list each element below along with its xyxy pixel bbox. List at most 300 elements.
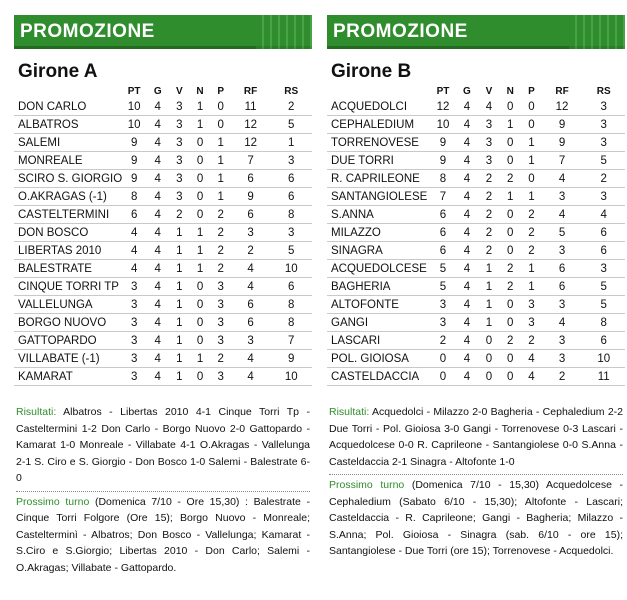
header-cell: P — [528, 86, 535, 97]
standings-row — [327, 116, 625, 134]
stat-cell-rs: 6 — [582, 242, 625, 260]
stat-cell-p: 0 — [521, 170, 541, 188]
stat-cell-v: 0 — [479, 350, 499, 368]
header-cell: N — [506, 86, 514, 97]
stat-cell-p: 1 — [211, 170, 231, 188]
stat-cell-g: 4 — [455, 296, 479, 314]
stat-cell-g: 4 — [455, 224, 479, 242]
team-name: LIBERTAS 2010 — [14, 242, 122, 260]
stat-cell-g: 4 — [146, 350, 169, 368]
stat-cell-g: 4 — [146, 98, 169, 116]
stat-cell-p: 0 — [521, 116, 541, 134]
stat-cell-v: 1 — [169, 242, 189, 260]
standings-row — [14, 116, 312, 134]
stat-cell-rf: 12 — [231, 116, 271, 134]
stat-cell-v: 3 — [479, 134, 499, 152]
header-cell: P — [217, 86, 225, 97]
stat-cell-g: 4 — [146, 296, 169, 314]
stat-cell-rs: 8 — [270, 314, 312, 332]
header-cell: G — [153, 86, 162, 97]
stat-cell-p: 2 — [521, 242, 541, 260]
results-label: Risultati: — [329, 406, 370, 418]
stat-cell-p: 2 — [521, 206, 541, 224]
standings-row — [327, 260, 625, 278]
team-name: SINAGRA — [327, 242, 431, 260]
stat-cell-rf: 6 — [231, 314, 271, 332]
stat-cell-rs: 1 — [270, 134, 312, 152]
standings-row — [327, 278, 625, 296]
column-girone-a — [14, 0, 312, 576]
stat-cell-v: 2 — [479, 188, 499, 206]
stat-cell-n: 2 — [499, 260, 521, 278]
stat-cell-rs: 8 — [270, 206, 312, 224]
stat-cell-pt: 9 — [122, 152, 146, 170]
team-name: O.AKRAGAS (-1) — [14, 188, 122, 206]
stat-cell-pt: 9 — [431, 152, 455, 170]
stat-cell-pt: 9 — [122, 134, 146, 152]
stat-cell-v: 1 — [479, 314, 499, 332]
stat-cell-v: 3 — [169, 116, 189, 134]
standings-row — [327, 188, 625, 206]
team-name: TORRENOVESE — [327, 134, 431, 152]
banner-stripe-decoration — [256, 15, 312, 49]
team-name: GATTOPARDO — [14, 332, 122, 350]
stat-cell-v: 1 — [169, 260, 189, 278]
stat-cell-rf: 5 — [542, 224, 583, 242]
banner-title: PROMOZIONE — [20, 21, 155, 42]
stat-cell-rf: 2 — [231, 242, 271, 260]
stat-cell-pt: 0 — [431, 350, 455, 368]
stat-cell-rf: 3 — [542, 296, 583, 314]
team-name: S.ANNA — [327, 206, 431, 224]
header-cell: RS — [284, 86, 299, 97]
results-footer — [14, 404, 312, 576]
stat-cell-rs: 6 — [270, 278, 312, 296]
team-name: SALEMI — [14, 134, 122, 152]
stat-cell-n: 0 — [499, 242, 521, 260]
stat-cell-rf: 3 — [231, 332, 271, 350]
standings-row — [14, 224, 312, 242]
stat-cell-g: 4 — [146, 224, 169, 242]
stat-cell-g: 4 — [455, 314, 479, 332]
results-paragraph — [16, 404, 310, 487]
stat-cell-p: 3 — [211, 278, 231, 296]
stat-cell-v: 3 — [169, 170, 189, 188]
team-name: CEPHALEDIUM — [327, 116, 431, 134]
standings-row — [14, 152, 312, 170]
stat-cell-p: 2 — [211, 260, 231, 278]
standings-row — [14, 98, 312, 116]
stat-cell-g: 4 — [455, 278, 479, 296]
stat-cell-g: 4 — [146, 152, 169, 170]
standings-row — [14, 188, 312, 206]
standings-row — [327, 134, 625, 152]
stat-cell-g: 4 — [146, 170, 169, 188]
next-round-text: (Domenica 7/10 - Ore 15,30) : Balestrate - Cinque Torri Folgore (Ore 15); Borgo Nuovo - Monreale; Castelterminì - Albatros; Don Bosco - Vallelunga; Kamarat - S.Ciro e S.Giorgio; Libertas 2010 - Don Carlo; Salemi - O.Akragas; Villabate - Gattopardo. — [16, 495, 310, 574]
team-name: KAMARAT — [14, 368, 122, 386]
stat-cell-rf: 6 — [231, 296, 271, 314]
team-name: CINQUE TORRI TP — [14, 278, 122, 296]
stat-cell-rf: 4 — [542, 206, 583, 224]
stat-cell-pt: 2 — [431, 332, 455, 350]
team-name: DON CARLO — [14, 98, 122, 116]
stat-cell-g: 4 — [146, 332, 169, 350]
next-round-label: Prossimo turno — [329, 479, 405, 491]
stat-cell-rs: 3 — [582, 116, 625, 134]
standings-row — [14, 170, 312, 188]
stat-cell-g: 4 — [146, 134, 169, 152]
stat-cell-rs: 10 — [270, 260, 312, 278]
stat-cell-g: 4 — [146, 116, 169, 134]
stat-cell-v: 2 — [479, 242, 499, 260]
stat-cell-p: 1 — [521, 188, 541, 206]
stat-cell-rs: 3 — [270, 152, 312, 170]
stat-cell-pt: 3 — [122, 278, 146, 296]
team-name: CASTELDACCIA — [327, 368, 431, 386]
stat-cell-g: 4 — [455, 152, 479, 170]
stat-cell-pt: 6 — [431, 206, 455, 224]
results-label: Risultati: — [16, 406, 57, 418]
stat-cell-rf: 3 — [231, 224, 271, 242]
stat-cell-p: 1 — [211, 134, 231, 152]
stat-cell-p: 0 — [211, 116, 231, 134]
stat-cell-rf: 3 — [542, 188, 583, 206]
header-team — [14, 85, 122, 98]
standings-header-row — [327, 85, 625, 98]
header-cell: RS — [596, 86, 611, 97]
stat-cell-n: 1 — [189, 350, 211, 368]
standings-row — [327, 242, 625, 260]
stat-cell-n: 1 — [499, 116, 521, 134]
stat-cell-pt: 5 — [431, 260, 455, 278]
team-name: SANTANGIOLESE — [327, 188, 431, 206]
stat-cell-n: 1 — [189, 260, 211, 278]
stat-cell-rf: 3 — [542, 332, 583, 350]
stat-cell-rs: 10 — [270, 368, 312, 386]
header-cell: PT — [127, 86, 141, 97]
section-banner — [14, 15, 312, 49]
header-cell: V — [175, 86, 183, 97]
team-name: CASTELTERMINI — [14, 206, 122, 224]
stat-cell-rs: 3 — [582, 260, 625, 278]
stat-cell-g: 4 — [455, 170, 479, 188]
stat-cell-rs: 2 — [270, 98, 312, 116]
stat-cell-rs: 6 — [270, 170, 312, 188]
stat-cell-n: 0 — [189, 152, 211, 170]
standings-row — [327, 224, 625, 242]
stat-cell-pt: 3 — [122, 368, 146, 386]
stat-cell-p: 2 — [211, 350, 231, 368]
standings-row — [327, 296, 625, 314]
stat-cell-rs: 4 — [582, 206, 625, 224]
stat-cell-pt: 12 — [431, 98, 455, 116]
section-banner — [327, 15, 625, 49]
stat-cell-rf: 4 — [231, 260, 271, 278]
standings-row — [327, 332, 625, 350]
stat-cell-n: 0 — [189, 134, 211, 152]
results-footer — [327, 404, 625, 560]
stat-cell-g: 4 — [455, 242, 479, 260]
header-cell: RF — [555, 86, 569, 97]
stat-cell-pt: 5 — [431, 278, 455, 296]
standings-row — [14, 314, 312, 332]
team-name: ACQUEDOLCESE — [327, 260, 431, 278]
stat-cell-pt: 3 — [122, 332, 146, 350]
stat-cell-rs: 3 — [270, 224, 312, 242]
stat-cell-n: 0 — [189, 278, 211, 296]
next-round-paragraph — [329, 477, 623, 560]
team-name: MILAZZO — [327, 224, 431, 242]
stat-cell-n: 0 — [499, 134, 521, 152]
stat-cell-v: 2 — [479, 170, 499, 188]
stat-cell-g: 4 — [455, 116, 479, 134]
team-name: ALTOFONTE — [327, 296, 431, 314]
stat-cell-v: 2 — [169, 206, 189, 224]
stat-cell-n: 1 — [189, 98, 211, 116]
standings-table — [14, 85, 312, 386]
stat-cell-v: 3 — [479, 152, 499, 170]
team-name: VALLELUNGA — [14, 296, 122, 314]
stat-cell-v: 1 — [169, 314, 189, 332]
stat-cell-v: 3 — [169, 98, 189, 116]
stat-cell-p: 3 — [521, 314, 541, 332]
stat-cell-rf: 9 — [542, 134, 583, 152]
stat-cell-pt: 9 — [122, 170, 146, 188]
stat-cell-g: 4 — [455, 350, 479, 368]
standings-row — [327, 350, 625, 368]
banner-title: PROMOZIONE — [333, 21, 468, 42]
standings-row — [327, 368, 625, 386]
stat-cell-rs: 5 — [582, 296, 625, 314]
stat-cell-n: 0 — [499, 224, 521, 242]
stat-cell-n: 0 — [499, 314, 521, 332]
stat-cell-g: 4 — [455, 368, 479, 386]
stat-cell-g: 4 — [455, 260, 479, 278]
stat-cell-n: 1 — [189, 242, 211, 260]
stat-cell-rs: 5 — [582, 152, 625, 170]
team-name: GANGI — [327, 314, 431, 332]
stat-cell-p: 3 — [211, 314, 231, 332]
stat-cell-rs: 10 — [582, 350, 625, 368]
stat-cell-rs: 5 — [270, 242, 312, 260]
stat-cell-p: 1 — [521, 278, 541, 296]
stat-cell-v: 0 — [479, 332, 499, 350]
header-cell: N — [196, 86, 204, 97]
stat-cell-n: 2 — [499, 170, 521, 188]
stat-cell-rf: 12 — [542, 98, 583, 116]
stat-cell-pt: 10 — [122, 116, 146, 134]
stat-cell-v: 1 — [169, 296, 189, 314]
stat-cell-g: 4 — [146, 260, 169, 278]
stat-cell-g: 4 — [146, 206, 169, 224]
header-cell: G — [463, 86, 471, 97]
stat-cell-rf: 6 — [542, 260, 583, 278]
stat-cell-n: 0 — [189, 368, 211, 386]
stat-cell-rf: 2 — [542, 368, 583, 386]
stat-cell-n: 0 — [499, 98, 521, 116]
stat-cell-rf: 7 — [542, 152, 583, 170]
standings-row — [14, 332, 312, 350]
stat-cell-rf: 3 — [542, 242, 583, 260]
stat-cell-rs: 2 — [582, 170, 625, 188]
stat-cell-v: 1 — [169, 332, 189, 350]
stat-cell-rs: 3 — [582, 188, 625, 206]
stat-cell-n: 0 — [189, 188, 211, 206]
stat-cell-g: 4 — [455, 98, 479, 116]
team-name: ALBATROS — [14, 116, 122, 134]
stat-cell-n: 2 — [499, 332, 521, 350]
girone-title: Girone A — [18, 61, 98, 82]
next-round-paragraph — [16, 494, 310, 577]
stat-cell-rf: 4 — [231, 350, 271, 368]
stat-cell-rf: 9 — [231, 188, 271, 206]
standings-row — [14, 296, 312, 314]
stat-cell-n: 0 — [189, 206, 211, 224]
stat-cell-v: 1 — [169, 350, 189, 368]
stat-cell-rs: 6 — [582, 224, 625, 242]
stat-cell-rs: 3 — [582, 98, 625, 116]
stat-cell-v: 1 — [479, 260, 499, 278]
girone-title: Girone B — [331, 61, 412, 82]
stat-cell-rf: 12 — [231, 134, 271, 152]
team-name: ACQUEDOLCI — [327, 98, 431, 116]
stat-cell-v: 3 — [169, 152, 189, 170]
stat-cell-n: 0 — [189, 314, 211, 332]
stat-cell-g: 4 — [455, 188, 479, 206]
stat-cell-p: 2 — [211, 224, 231, 242]
stat-cell-p: 4 — [521, 350, 541, 368]
stat-cell-pt: 4 — [122, 260, 146, 278]
stat-cell-n: 0 — [499, 206, 521, 224]
team-name: DUE TORRI — [327, 152, 431, 170]
stat-cell-p: 1 — [211, 152, 231, 170]
stat-cell-g: 4 — [146, 242, 169, 260]
team-name: BAGHERIA — [327, 278, 431, 296]
stat-cell-pt: 3 — [431, 314, 455, 332]
stat-cell-n: 1 — [189, 116, 211, 134]
team-name: MONREALE — [14, 152, 122, 170]
stat-cell-pt: 3 — [122, 350, 146, 368]
stat-cell-rf: 4 — [542, 170, 583, 188]
standings-row — [14, 260, 312, 278]
stat-cell-rf: 3 — [542, 350, 583, 368]
stat-cell-v: 1 — [479, 296, 499, 314]
stat-cell-v: 4 — [479, 98, 499, 116]
stat-cell-p: 0 — [521, 98, 541, 116]
stat-cell-rf: 6 — [542, 278, 583, 296]
standings-table — [327, 85, 625, 386]
stat-cell-rf: 4 — [231, 368, 271, 386]
dotted-divider — [16, 491, 310, 492]
stat-cell-v: 3 — [169, 188, 189, 206]
stat-cell-p: 1 — [211, 188, 231, 206]
stat-cell-rs: 8 — [582, 314, 625, 332]
stat-cell-pt: 3 — [122, 296, 146, 314]
stat-cell-rs: 11 — [582, 368, 625, 386]
team-name: BORGO NUOVO — [14, 314, 122, 332]
team-name: BALESTRATE — [14, 260, 122, 278]
stat-cell-pt: 8 — [122, 188, 146, 206]
next-round-text: (Domenica 7/10 - 15,30) Acquedolcese - Cephaledium (Sabato 6/10 - 15,30); Altofonte - Lascari; Casteldaccia - R. Caprileone; Gangi - Bagheria; Milazzo - S.Anna; Pol. Gioiosa - Sinagra (sab. 6/10 - ore 15); Santangiolese - Due Torri (ore 15); Torrenovese - Acquedolci. — [329, 479, 624, 557]
stat-cell-rf: 6 — [231, 170, 271, 188]
stat-cell-n: 0 — [499, 152, 521, 170]
stat-cell-pt: 7 — [431, 188, 455, 206]
stat-cell-rs: 3 — [582, 134, 625, 152]
stat-cell-pt: 10 — [431, 116, 455, 134]
stat-cell-v: 1 — [169, 278, 189, 296]
stat-cell-pt: 9 — [431, 134, 455, 152]
stat-cell-g: 4 — [455, 332, 479, 350]
stat-cell-v: 1 — [169, 224, 189, 242]
stat-cell-rs: 6 — [270, 188, 312, 206]
stat-cell-rf: 4 — [231, 278, 271, 296]
stat-cell-p: 2 — [521, 332, 541, 350]
stat-cell-pt: 3 — [122, 314, 146, 332]
stat-cell-v: 0 — [479, 368, 499, 386]
banner-stripe-decoration — [569, 15, 625, 49]
stat-cell-rs: 8 — [270, 296, 312, 314]
stat-cell-pt: 4 — [122, 224, 146, 242]
stat-cell-rf: 6 — [231, 206, 271, 224]
standings-row — [14, 368, 312, 386]
stat-cell-p: 0 — [211, 98, 231, 116]
stat-cell-pt: 6 — [122, 206, 146, 224]
stat-cell-v: 3 — [479, 116, 499, 134]
stat-cell-g: 4 — [146, 278, 169, 296]
stat-cell-p: 2 — [211, 242, 231, 260]
stat-cell-n: 0 — [499, 350, 521, 368]
stat-cell-p: 3 — [211, 368, 231, 386]
stat-cell-n: 0 — [499, 296, 521, 314]
standings-row — [14, 206, 312, 224]
stat-cell-p: 2 — [521, 224, 541, 242]
stat-cell-rs: 7 — [270, 332, 312, 350]
team-name: LASCARI — [327, 332, 431, 350]
stat-cell-n: 0 — [189, 296, 211, 314]
standings-row — [327, 314, 625, 332]
header-cell: RF — [243, 86, 258, 97]
team-name: DON BOSCO — [14, 224, 122, 242]
stat-cell-g: 4 — [146, 314, 169, 332]
stat-cell-v: 2 — [479, 206, 499, 224]
standings-row — [327, 206, 625, 224]
stat-cell-g: 4 — [146, 188, 169, 206]
stat-cell-pt: 4 — [122, 242, 146, 260]
stat-cell-pt: 8 — [431, 170, 455, 188]
stat-cell-pt: 0 — [431, 368, 455, 386]
header-cell: PT — [436, 86, 450, 97]
stat-cell-v: 1 — [479, 278, 499, 296]
standings-row — [327, 152, 625, 170]
standings-row — [14, 242, 312, 260]
stat-cell-pt: 3 — [431, 296, 455, 314]
stat-cell-p: 2 — [211, 206, 231, 224]
team-name: POL. GIOIOSA — [327, 350, 431, 368]
stat-cell-pt: 10 — [122, 98, 146, 116]
stat-cell-n: 0 — [499, 368, 521, 386]
stat-cell-g: 4 — [146, 368, 169, 386]
stat-cell-g: 4 — [455, 134, 479, 152]
standings-row — [14, 350, 312, 368]
standings-row — [327, 98, 625, 116]
header-cell: V — [485, 86, 493, 97]
stat-cell-g: 4 — [455, 206, 479, 224]
standings-row — [14, 134, 312, 152]
stat-cell-p: 4 — [521, 368, 541, 386]
stat-cell-pt: 6 — [431, 242, 455, 260]
results-paragraph — [329, 404, 623, 470]
stat-cell-p: 3 — [521, 296, 541, 314]
